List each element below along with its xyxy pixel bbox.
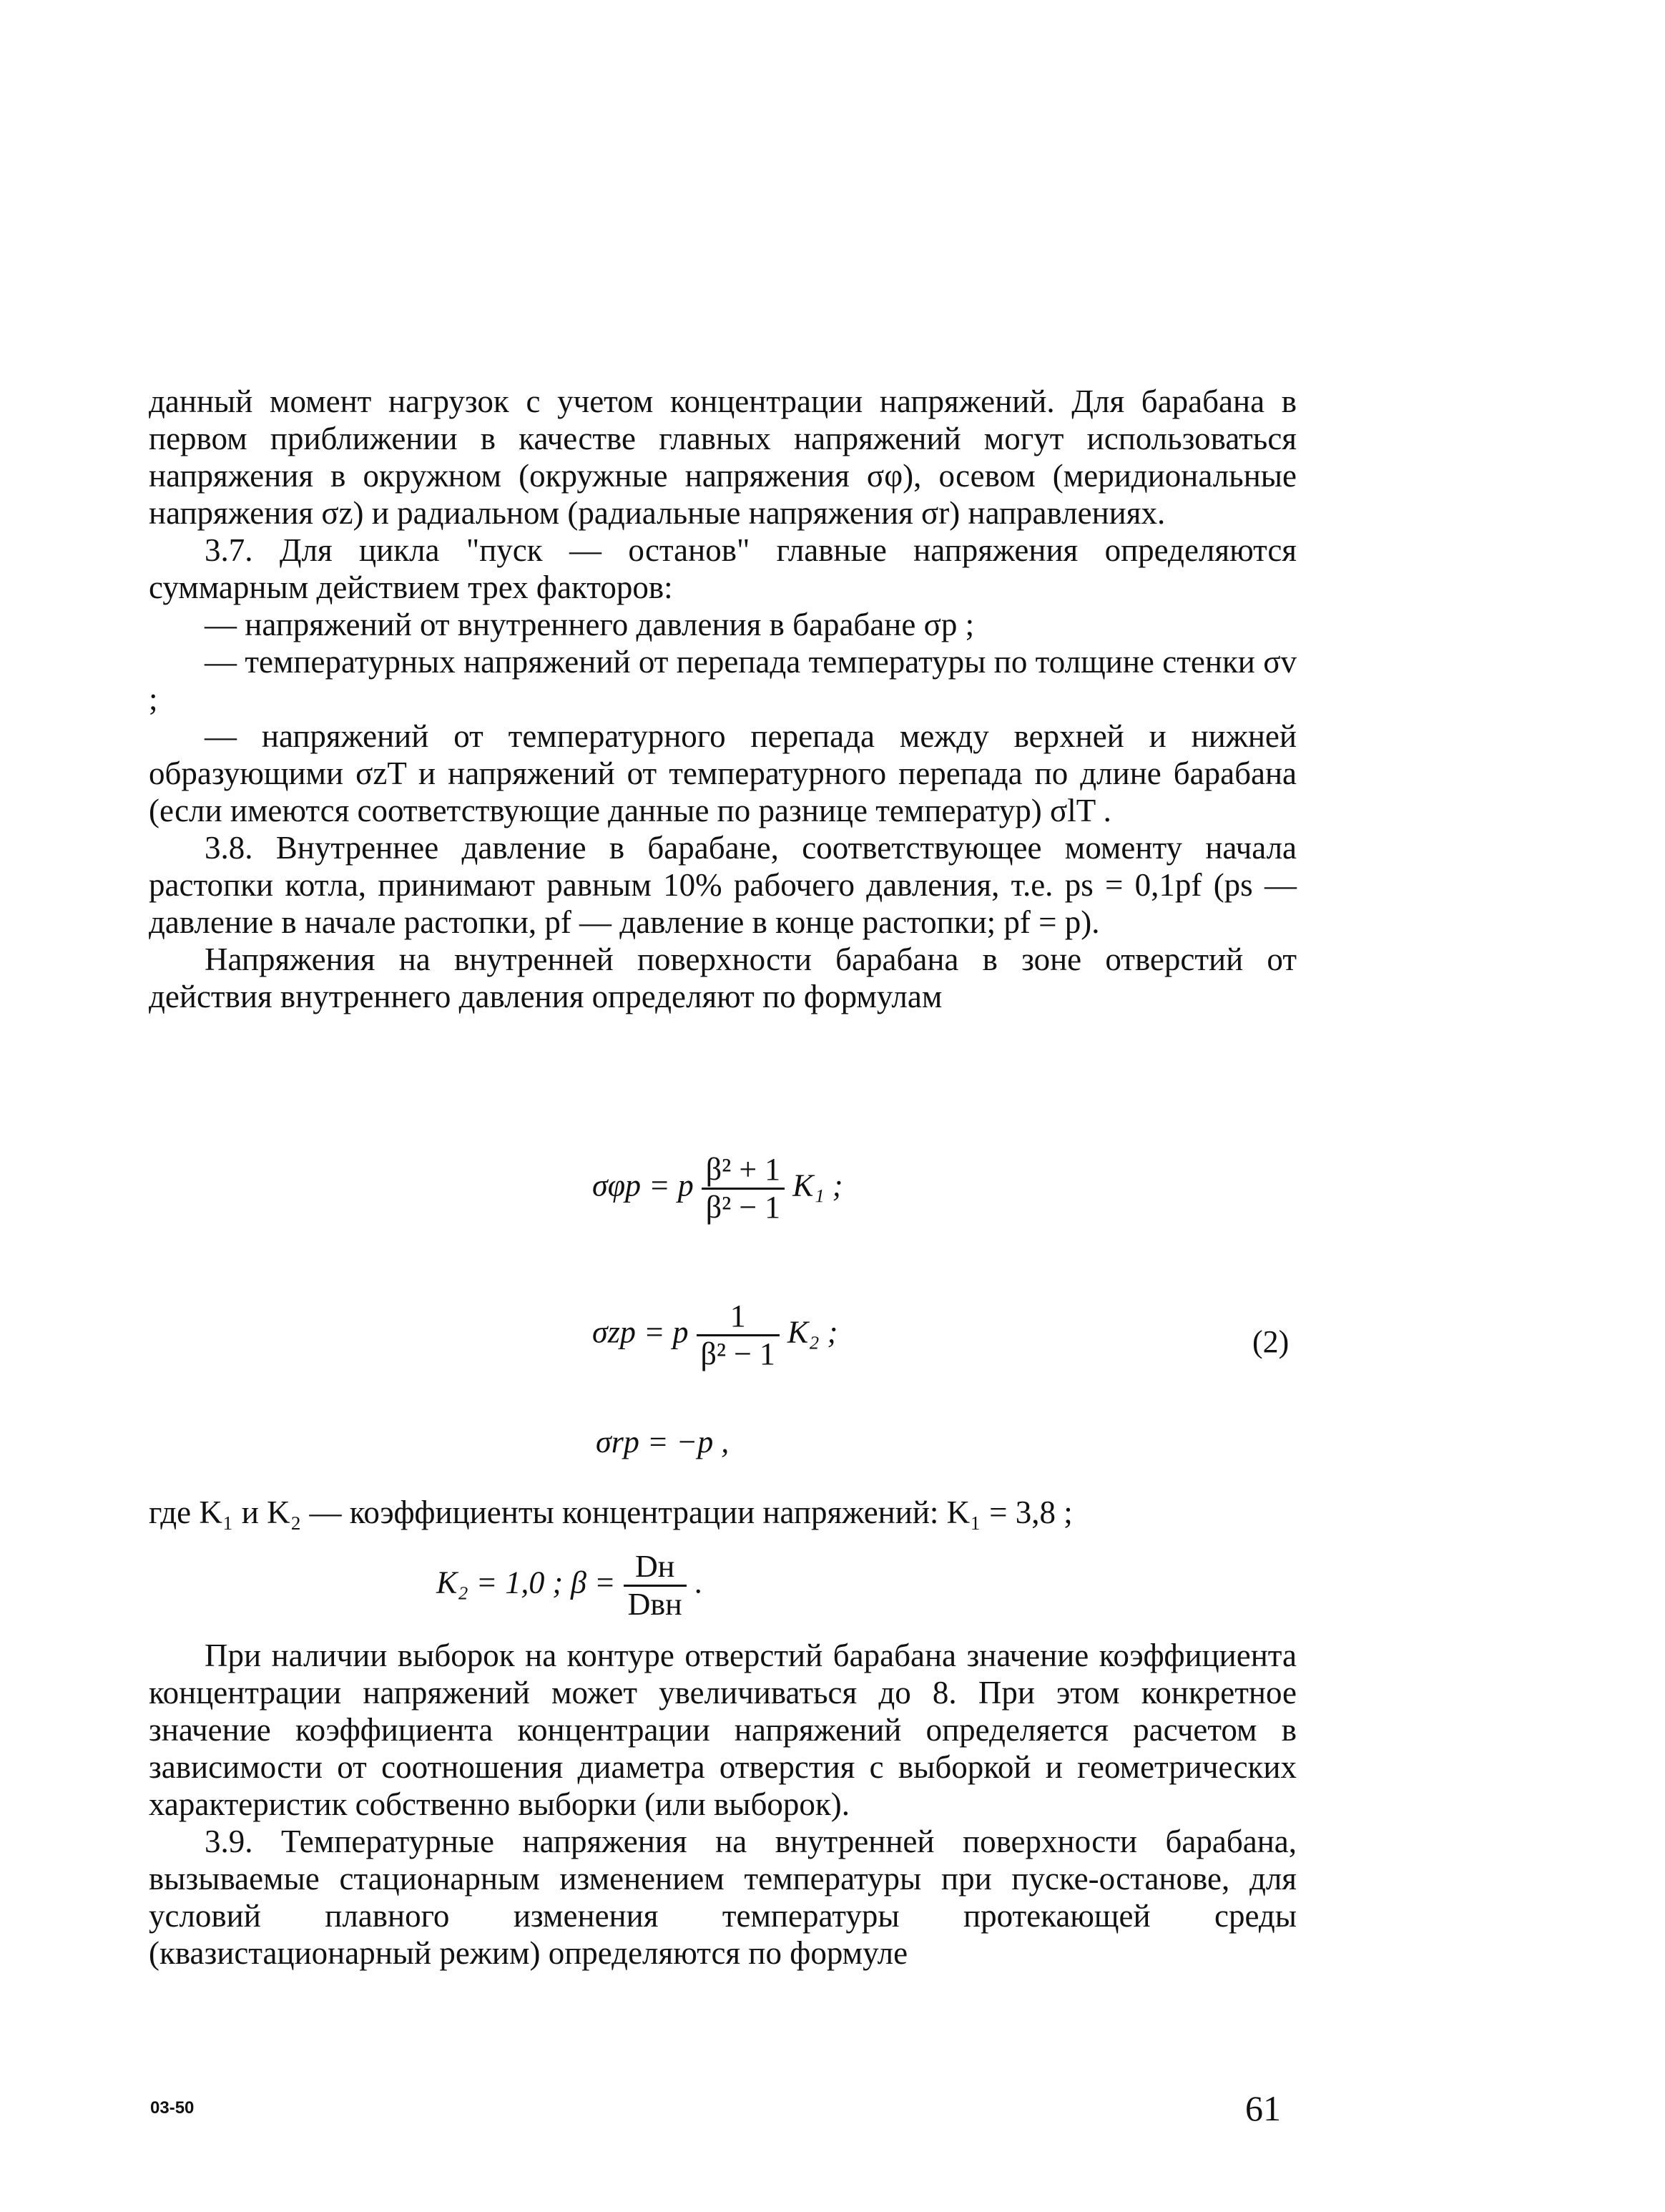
list-item-2: — температурных напряжений от перепада температуры по толщине стенки σv ;: [149, 644, 1297, 717]
beta-denominator: Dвн: [627, 1587, 682, 1622]
formula-sigma-z-p: [592, 1298, 838, 1372]
beta-numerator: Dн: [624, 1549, 687, 1587]
formula-2-denominator: β² − 1: [700, 1336, 775, 1371]
formula-2-lhs: σzp = p: [592, 1314, 689, 1350]
paragraph-3-7: 3.7. Для цикла "пуск — останов" главные напряжения определяются суммарным действием трех факторов:: [149, 532, 1297, 605]
paragraph-1: данный момент нагрузок с учетом концентрации напряжений. Для барабана в первом приближении в качестве главных напряжений могут использоваться напряжения в окружном (окружные напряжения σφ), осевом (меридиональные напряжения σz) и радиальном (радиальные напряжения σr) направлениях.: [149, 383, 1297, 531]
list-item-3: — напряжений от температурного перепада между верхней и нижней образующими σzT и напряжений от температурного перепада по длине барабана (если имеются соответствующие данные по разнице температур) σlT .: [149, 718, 1297, 828]
formula-1-denominator: β² − 1: [705, 1190, 781, 1225]
equation-number: (2): [1252, 1324, 1290, 1359]
formula-sigma-r-p: [596, 1424, 729, 1461]
formula-1-lhs: σφp = p: [592, 1168, 694, 1203]
k2-tail: .: [694, 1565, 702, 1600]
after-formulas: [149, 1637, 1297, 1972]
formula-2-fraction: [697, 1298, 780, 1372]
paragraph-3-8: 3.8. Внутреннее давление в барабане, соответствующее моменту начала растопки котла, принимают равным 10% рабочего давления, т.е. ps = 0,1pf (ps — давление в начале растопки, pf — давление в конце растопки; pf = p).: [149, 830, 1297, 940]
formula-sigma-phi-p: [592, 1152, 843, 1225]
paragraph-formulas-intro: Напряжения на внутренней поверхности барабана в зоне отверстий от действия внутреннего давления определяют по формулам: [149, 941, 1297, 1014]
footer-code: 03-50: [150, 2098, 195, 2118]
beta-fraction: [624, 1549, 687, 1623]
formula-1-fraction: [702, 1152, 785, 1225]
where-line: где K₁ и K₂ — коэффициенты концентрации напряжений: K₁ = 3,8 ;: [149, 1494, 1073, 1530]
formula-1-numerator: β² + 1: [702, 1152, 785, 1190]
formula-2-numerator: 1: [697, 1298, 780, 1336]
paragraph-3-9: 3.9. Температурные напряжения на внутренней поверхности барабана, вызываемые стационарным изменением температуры при пуске-останове, для условий плавного изменения температуры протекающей среды (квазистационарный режим) определяются по формуле: [149, 1824, 1297, 1971]
page-number: 61: [1245, 2088, 1281, 2128]
formula-k2-beta: [436, 1549, 702, 1623]
page-body: [149, 383, 1297, 1971]
k2-lhs: K₂ = 1,0 ; β =: [436, 1565, 616, 1600]
formula-1-rhs: K₁ ;: [792, 1168, 843, 1203]
paragraph-samples: При наличии выборок на контуре отверстий барабана значение коэффициента концентрации напряжений может увеличиваться до 8. При этом конкретное значение коэффициента концентрации напряжений определяется расчетом в зависимости от соотношения диаметра отверстия с выборкой и геометрических характеристик собственно выборки (или выборок).: [149, 1638, 1297, 1822]
formula-3: σrp = −p ,: [596, 1424, 730, 1459]
formula-2-rhs: K₂ ;: [787, 1314, 838, 1350]
list-item-1: — напряжений от внутреннего давления в барабане σp ;: [205, 607, 975, 642]
